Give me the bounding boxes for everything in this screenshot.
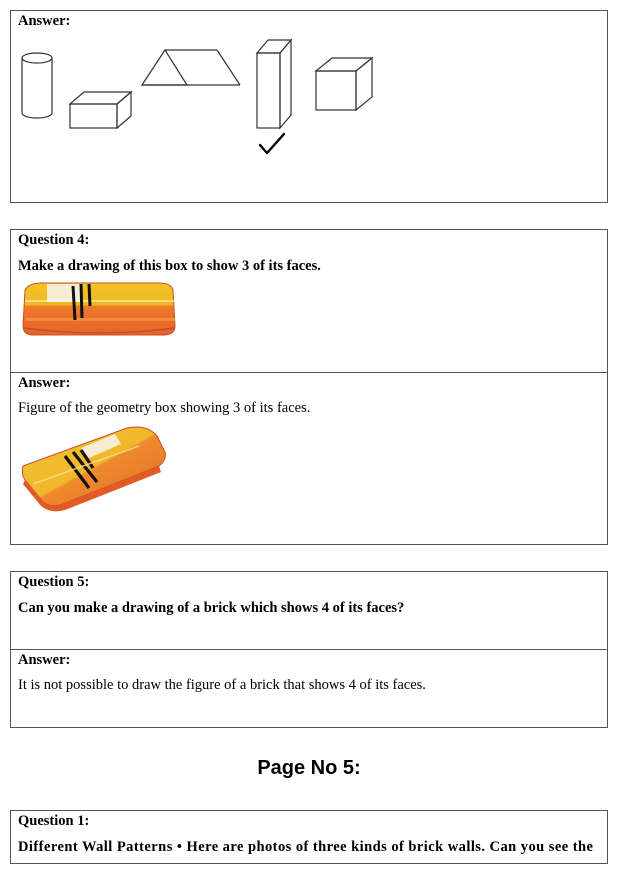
- triangular-prism-icon: [139, 45, 245, 89]
- question-4-divider: [11, 372, 607, 373]
- answer-label: Answer:: [18, 13, 71, 29]
- question-4-block: [10, 229, 608, 545]
- checkmark-icon: [258, 132, 286, 156]
- geometry-box-3d-image: [19, 422, 169, 514]
- question-1-label: Question 1:: [18, 813, 90, 829]
- question-1-text: Different Wall Patterns • Here are photos of three kinds of brick walls. Can you see the: [18, 839, 594, 855]
- question-5-answer-text: It is not possible to draw the figure of a brick that shows 4 of its faces.: [18, 677, 426, 693]
- tall-cuboid-icon: [254, 37, 300, 133]
- cube-icon: [313, 55, 379, 113]
- answer-shapes-block: [10, 10, 608, 203]
- question-4-answer-label: Answer:: [18, 375, 71, 391]
- page-heading: Page No 5:: [257, 757, 361, 779]
- geometry-box-image: [19, 280, 181, 338]
- question-5-label: Question 5:: [18, 574, 90, 590]
- question-5-block: [10, 571, 608, 728]
- question-4-text: Make a drawing of this box to show 3 of its faces.: [18, 258, 321, 274]
- question-5-text: Can you make a drawing of a brick which shows 4 of its faces?: [18, 600, 405, 616]
- question-1-block: [10, 810, 608, 864]
- question-4-answer-text: Figure of the geometry box showing 3 of its faces.: [18, 400, 311, 416]
- cuboid-icon: [67, 89, 147, 131]
- question-5-divider: [11, 649, 607, 650]
- question-5-answer-label: Answer:: [18, 652, 71, 668]
- question-4-label: Question 4:: [18, 232, 90, 248]
- cylinder-icon: [19, 51, 59, 123]
